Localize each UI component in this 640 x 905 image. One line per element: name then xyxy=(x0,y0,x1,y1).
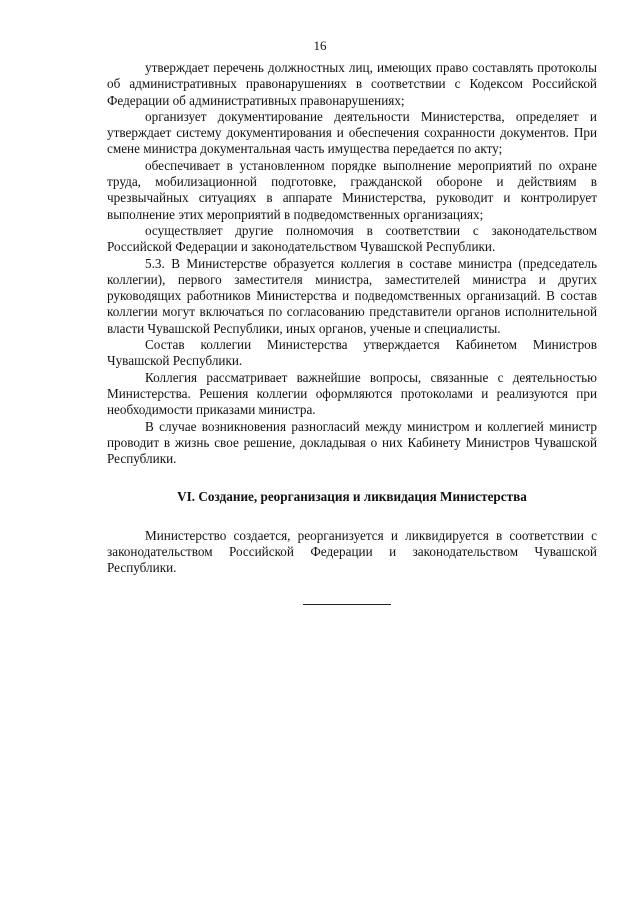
paragraph-list-item: обеспечивает в установленном порядке выполнение мероприятий по охране труда, мобилизационной подготовке, гражданской обороне и действиям в чрезвычайных ситуациях в аппарате Министерства, руководит и контролирует выполнение этих мероприятий в подведомственных организациях; xyxy=(107,157,597,222)
section-heading: VI. Создание, реорганизация и ликвидация Министерства xyxy=(177,489,527,505)
document-body xyxy=(107,60,597,577)
paragraph-list-item: утверждает перечень должностных лиц, имеющих право составлять протоколы об административных правонарушениях в соответствии с Кодексом Российской Федерации об административных правонарушениях; xyxy=(107,60,597,108)
page-number: 16 xyxy=(313,38,327,53)
paragraph: Коллегия рассматривает важнейшие вопросы, связанные с деятельностью Министерства. Решения коллегии оформляются протоколами и реализуются при необходимости приказами министра. xyxy=(107,369,597,418)
paragraph-list-item: организует документирование деятельности Министерства, определяет и утверждает систему документирования и обеспечения сохранности документов. При смене министра документальная часть имущества передается по акту; xyxy=(107,108,597,157)
section-paragraph: Министерство создается, реорганизуется и ликвидируется в соответствии с законодательством Российской Федерации и законодательством Чувашской Республики. xyxy=(107,527,597,576)
paragraph: Состав коллегии Министерства утверждается Кабинетом Министров Чувашской Республики. xyxy=(107,337,597,369)
paragraph-clause: 5.3. В Министерстве образуется коллегия в составе министра (председатель коллегии), первого заместителя министра, заместителей министра и других руководящих работников Министерства и подведомственных организаций. В состав коллегии могут включаться по согласованию представители органов исполнительной власти Чувашской Республики, иных органов, ученые и специалисты. xyxy=(107,255,597,336)
end-of-document-divider xyxy=(303,604,391,605)
paragraph-list-item: осуществляет другие полномочия в соответствии с законодательством Российской Федерации и законодательством Чувашской Республики. xyxy=(107,222,597,255)
paragraph: В случае возникновения разногласий между министром и коллегией министр проводит в жизнь свое решение, докладывая о них Кабинету Министров Чувашской Республики. xyxy=(107,418,597,467)
